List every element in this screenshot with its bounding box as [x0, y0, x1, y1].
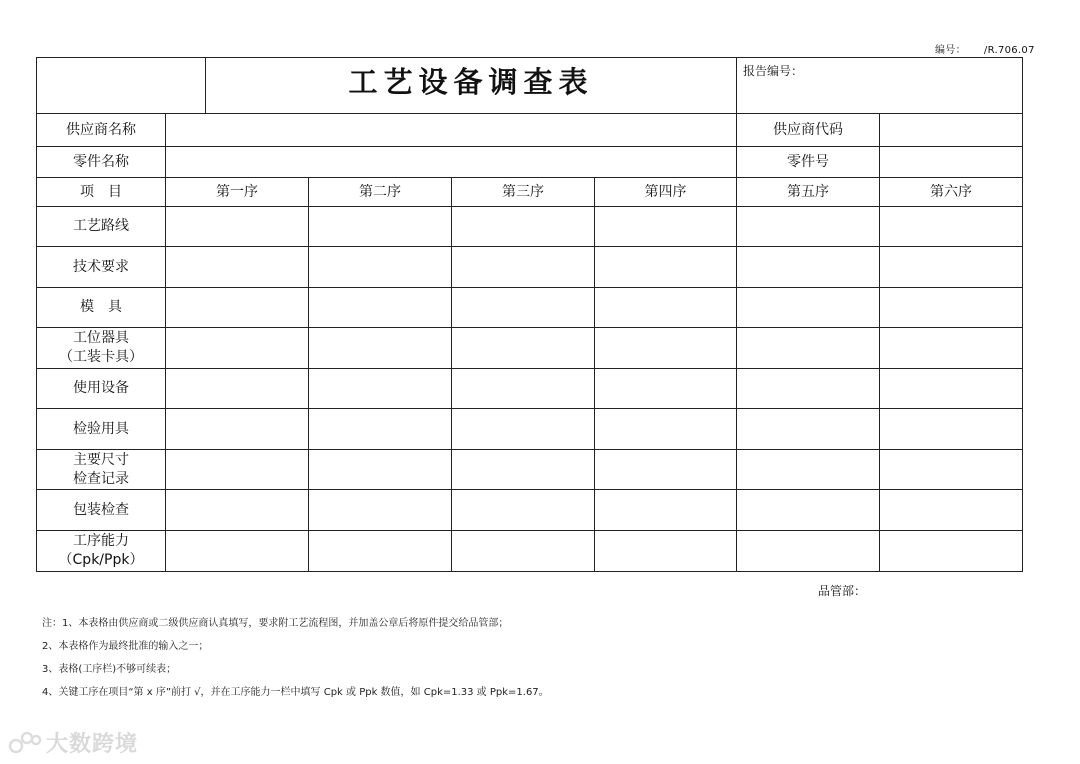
process-cell-1[interactable] [166, 409, 309, 450]
process-cell-2[interactable] [309, 207, 452, 247]
process-cell-2[interactable] [309, 450, 452, 490]
item-label [37, 531, 166, 572]
process-cell-6[interactable] [880, 207, 1023, 247]
item-label [37, 369, 166, 409]
process-cell-2[interactable] [309, 247, 452, 288]
item-label-line: 模 具 [80, 299, 122, 315]
process-cell-3[interactable] [452, 247, 595, 288]
process-cell-3[interactable] [452, 369, 595, 409]
item-label-line: 包装检查 [73, 501, 129, 518]
part-number-field[interactable] [880, 147, 1023, 178]
process-cell-3[interactable] [452, 288, 595, 328]
process-cell-2[interactable] [309, 369, 452, 409]
process-cell-4[interactable] [595, 328, 737, 369]
item-row [37, 247, 1023, 288]
process-cell-1[interactable] [166, 369, 309, 409]
process-cell-2[interactable] [309, 409, 452, 450]
part-number-label: 零件号 [737, 147, 880, 178]
process-header-2: 第二序 [309, 178, 452, 207]
process-header-3: 第三序 [452, 178, 595, 207]
item-label [37, 328, 166, 369]
process-cell-3[interactable] [452, 450, 595, 490]
process-cell-1[interactable] [166, 288, 309, 328]
item-row [37, 409, 1023, 450]
item-label [37, 207, 166, 247]
item-row [37, 328, 1023, 369]
item-label-line: 检查记录 [73, 470, 129, 487]
process-cell-6[interactable] [880, 369, 1023, 409]
item-rows [37, 207, 1023, 572]
supplier-code-field[interactable] [880, 114, 1023, 147]
process-cell-5[interactable] [737, 207, 880, 247]
process-cell-6[interactable] [880, 490, 1023, 531]
process-header-5: 第五序 [737, 178, 880, 207]
document-code-value: /R.706.07 [983, 45, 1035, 56]
document-code-label: 编号： [935, 45, 966, 56]
process-cell-1[interactable] [166, 328, 309, 369]
process-header-4: 第四序 [595, 178, 737, 207]
watermark-text: 大数跨境 [46, 732, 139, 757]
document-code [935, 41, 1035, 56]
process-cell-1[interactable] [166, 450, 309, 490]
note-3: 3、表格(工序栏)不够可续表； [42, 664, 177, 675]
process-cell-2[interactable] [309, 328, 452, 369]
watermark [8, 727, 138, 758]
supplier-code-label: 供应商代码 [737, 114, 880, 147]
item-label [37, 288, 166, 328]
process-cell-3[interactable] [452, 207, 595, 247]
quality-dept-signature: 品管部： [818, 584, 867, 598]
process-cell-3[interactable] [452, 490, 595, 531]
process-cell-2[interactable] [309, 288, 452, 328]
process-cell-3[interactable] [452, 409, 595, 450]
process-cell-1[interactable] [166, 207, 309, 247]
process-cell-4[interactable] [595, 288, 737, 328]
process-cell-6[interactable] [880, 288, 1023, 328]
process-cell-5[interactable] [737, 369, 880, 409]
item-row [37, 207, 1023, 247]
item-row [37, 490, 1023, 531]
process-cell-5[interactable] [737, 288, 880, 328]
item-label-line: 技术要求 [73, 258, 129, 275]
item-label-line: 使用设备 [73, 380, 129, 396]
report-number-label: 报告编号： [743, 64, 804, 78]
process-cell-3[interactable] [452, 328, 595, 369]
watermark-logo-icon [8, 728, 42, 758]
note-2: 2、本表格作为最终批准的输入之一； [42, 641, 209, 652]
part-name-label: 零件名称 [37, 147, 166, 178]
item-label [37, 247, 166, 288]
process-cell-4[interactable] [595, 369, 737, 409]
process-header-1: 第一序 [166, 178, 309, 207]
process-cell-2[interactable] [309, 490, 452, 531]
process-cell-4[interactable] [595, 450, 737, 490]
item-label-line: （Cpk/Ppk） [58, 552, 144, 568]
supplier-name-label: 供应商名称 [37, 114, 166, 147]
process-cell-6[interactable] [880, 328, 1023, 369]
item-label-line: 检验用具 [73, 420, 129, 437]
item-label-line: 工艺路线 [73, 218, 129, 234]
process-cell-1[interactable] [166, 247, 309, 288]
item-label [37, 450, 166, 490]
item-label-line: 工位器具 [73, 330, 129, 346]
notes [42, 612, 549, 704]
item-label [37, 409, 166, 450]
item-header: 项 目 [37, 178, 166, 207]
process-cell-5[interactable] [737, 409, 880, 450]
item-row [37, 288, 1023, 328]
item-label [37, 490, 166, 531]
item-row [37, 369, 1023, 409]
process-cell-5[interactable] [737, 450, 880, 490]
logo-cell [37, 58, 206, 114]
process-cell-3[interactable] [452, 531, 595, 572]
item-row [37, 450, 1023, 490]
process-cell-6[interactable] [880, 247, 1023, 288]
process-cell-1[interactable] [166, 531, 309, 572]
report-number-cell[interactable] [737, 58, 1023, 114]
equipment-survey-table [36, 57, 1023, 572]
process-cell-4[interactable] [595, 490, 737, 531]
item-label-line: 工序能力 [73, 533, 129, 549]
process-cell-5[interactable] [737, 490, 880, 531]
process-header-6: 第六序 [880, 178, 1023, 207]
process-cell-2[interactable] [309, 531, 452, 572]
process-cell-4[interactable] [595, 409, 737, 450]
item-label-line: （工装卡具） [59, 349, 143, 365]
process-cell-4[interactable] [595, 531, 737, 572]
process-cell-6[interactable] [880, 450, 1023, 490]
process-cell-5[interactable] [737, 328, 880, 369]
process-cell-5[interactable] [737, 247, 880, 288]
process-cell-6[interactable] [880, 409, 1023, 450]
form-title: 工艺设备调查表 [206, 58, 737, 114]
process-cell-4[interactable] [595, 207, 737, 247]
item-row [37, 531, 1023, 572]
process-cell-4[interactable] [595, 247, 737, 288]
note-1: 注：1、本表格由供应商或二级供应商认真填写，要求附工艺流程图，并加盖公章后将原件提交给品管部； [42, 618, 509, 629]
supplier-name-field[interactable] [166, 114, 737, 147]
item-label-line: 主要尺寸 [73, 451, 129, 468]
part-name-field[interactable] [166, 147, 737, 178]
note-4: 4、关键工序在项目“第 x 序”前打 √，并在工序能力一栏中填写 Cpk 或 Ppk 数值，如 Cpk=1.33 或 Ppk=1.67。 [42, 687, 549, 698]
process-cell-1[interactable] [166, 490, 309, 531]
process-cell-5[interactable] [737, 531, 880, 572]
process-cell-6[interactable] [880, 531, 1023, 572]
